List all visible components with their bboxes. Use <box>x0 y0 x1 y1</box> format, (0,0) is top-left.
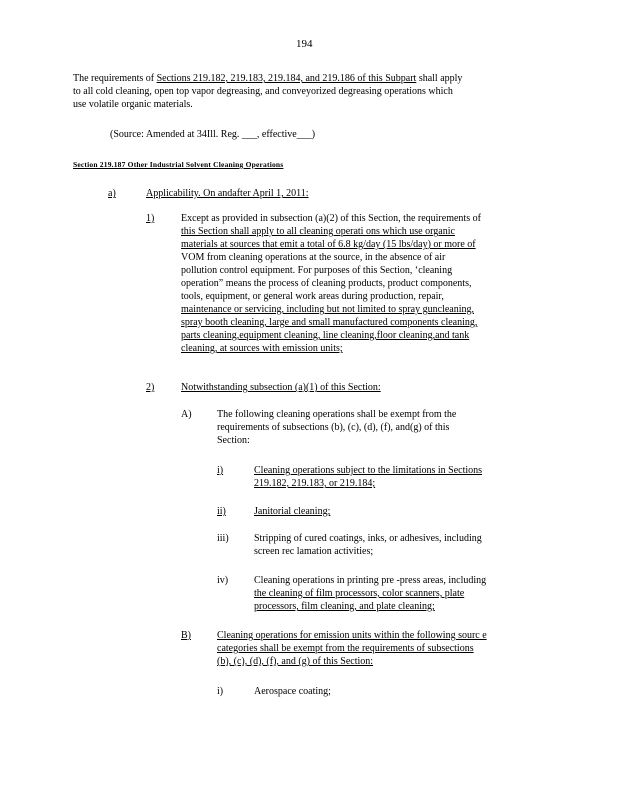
item-B-line: (b), (c), (d), (f), and (g) of this Section: <box>217 656 374 667</box>
item-1-line: VOM from cleaning operations at the source, in the absence of air <box>181 252 446 263</box>
item-1-line: Except as provided in subsection (a)(2) of this Section, the requirements of <box>181 213 481 224</box>
item-B-label: B) <box>181 630 191 641</box>
item-1-line: spray booth cleaning, large and small manufactured components cleaning, <box>181 317 478 328</box>
item-1-line: pollution control equipment. For purposes of this Section, ‘cleaning <box>181 265 453 276</box>
item-B-text <box>217 629 547 668</box>
item-A-line: The following cleaning operations shall be exempt from the <box>217 409 457 420</box>
item-A-iii-line: screen rec lamation activities; <box>254 546 374 557</box>
item-A-label: A) <box>181 409 192 420</box>
intro-line-1-pre: The requirements of <box>73 73 157 84</box>
section-heading: Section 219.187 Other Industrial Solvent Cleaning Operations <box>73 160 284 169</box>
item-1-line: operation” means the process of cleaning products, product components, <box>181 278 472 289</box>
item-A-i-label: i) <box>217 465 224 476</box>
item-B-i-label: i) <box>217 686 224 697</box>
item-A-i-line: 219.182, 219.183, or 219.184; <box>254 478 376 489</box>
item-B-line: Cleaning operations for emission units within the following sourc e <box>217 630 487 641</box>
item-A-line: requirements of subsections (b), (c), (d), (f), and(g) of this <box>217 422 450 433</box>
item-1-line: cleaning, at sources with emission units; <box>181 343 343 354</box>
intro-line-3: use volatile organic materials. <box>73 99 193 110</box>
source-note: (Source: Amended at 34Ill. Reg. ___, effective___) <box>110 129 316 140</box>
item-A-iii-text <box>254 532 534 558</box>
item-A-iii-label: iii) <box>217 533 229 544</box>
item-A-iv-text <box>254 574 544 613</box>
item-2-text: Notwithstanding subsection (a)(1) of this Section: <box>181 382 381 393</box>
item-1-label: 1) <box>146 213 155 224</box>
item-B-i-text: Aerospace coating; <box>254 686 331 697</box>
item-A-ii-text: Janitorial cleaning; <box>254 506 331 517</box>
subsection-a-label: a) <box>108 188 116 199</box>
item-1-line: parts cleaning,equipment cleaning, line cleaning,floor cleaning,and tank <box>181 330 470 341</box>
intro-paragraph <box>73 72 551 111</box>
item-1-line: materials at sources that emit a total of 6.8 kg/day (15 lbs/day) or more of <box>181 239 476 250</box>
item-A-iv-line: processors, film cleaning, and plate cleaning; <box>254 601 435 612</box>
item-A-iv-label: iv) <box>217 575 229 586</box>
page-number: 194 <box>296 38 313 50</box>
item-1-line: this Section shall apply to all cleaning operati ons which use organic <box>181 226 455 237</box>
item-A-i-line: Cleaning operations subject to the limitations in Sections <box>254 465 483 476</box>
item-A-text <box>217 408 507 447</box>
item-1-text <box>181 212 544 355</box>
item-1-line: maintenance or servicing, including but not limited to spray guncleaning, <box>181 304 474 315</box>
item-A-iv-line: Cleaning operations in printing pre -press areas, including <box>254 575 487 586</box>
item-A-line: Section: <box>217 435 250 446</box>
item-A-iii-line: Stripping of cured coatings, inks, or adhesives, including <box>254 533 482 544</box>
item-A-i-text <box>254 464 534 490</box>
intro-line-1 <box>73 72 551 85</box>
item-2-label: 2) <box>146 382 155 393</box>
item-1-line: tools, equipment, or general work areas during production, repair, <box>181 291 444 302</box>
item-B-line: categories shall be exempt from the requirements of subsections <box>217 643 474 654</box>
item-A-iv-line: the cleaning of film processors, color scanners, plate <box>254 588 465 599</box>
item-A-ii-label: ii) <box>217 506 226 517</box>
intro-sections-reference: Sections 219.182, 219.183, 219.184, and 219.186 of this Subpart <box>156 73 417 84</box>
intro-line-1-post: shall apply <box>416 73 463 84</box>
subsection-a-text: Applicability. On andafter April 1, 2011: <box>146 188 309 199</box>
intro-line-2: to all cold cleaning, open top vapor degreasing, and conveyorized degreasing operations which <box>73 86 453 97</box>
